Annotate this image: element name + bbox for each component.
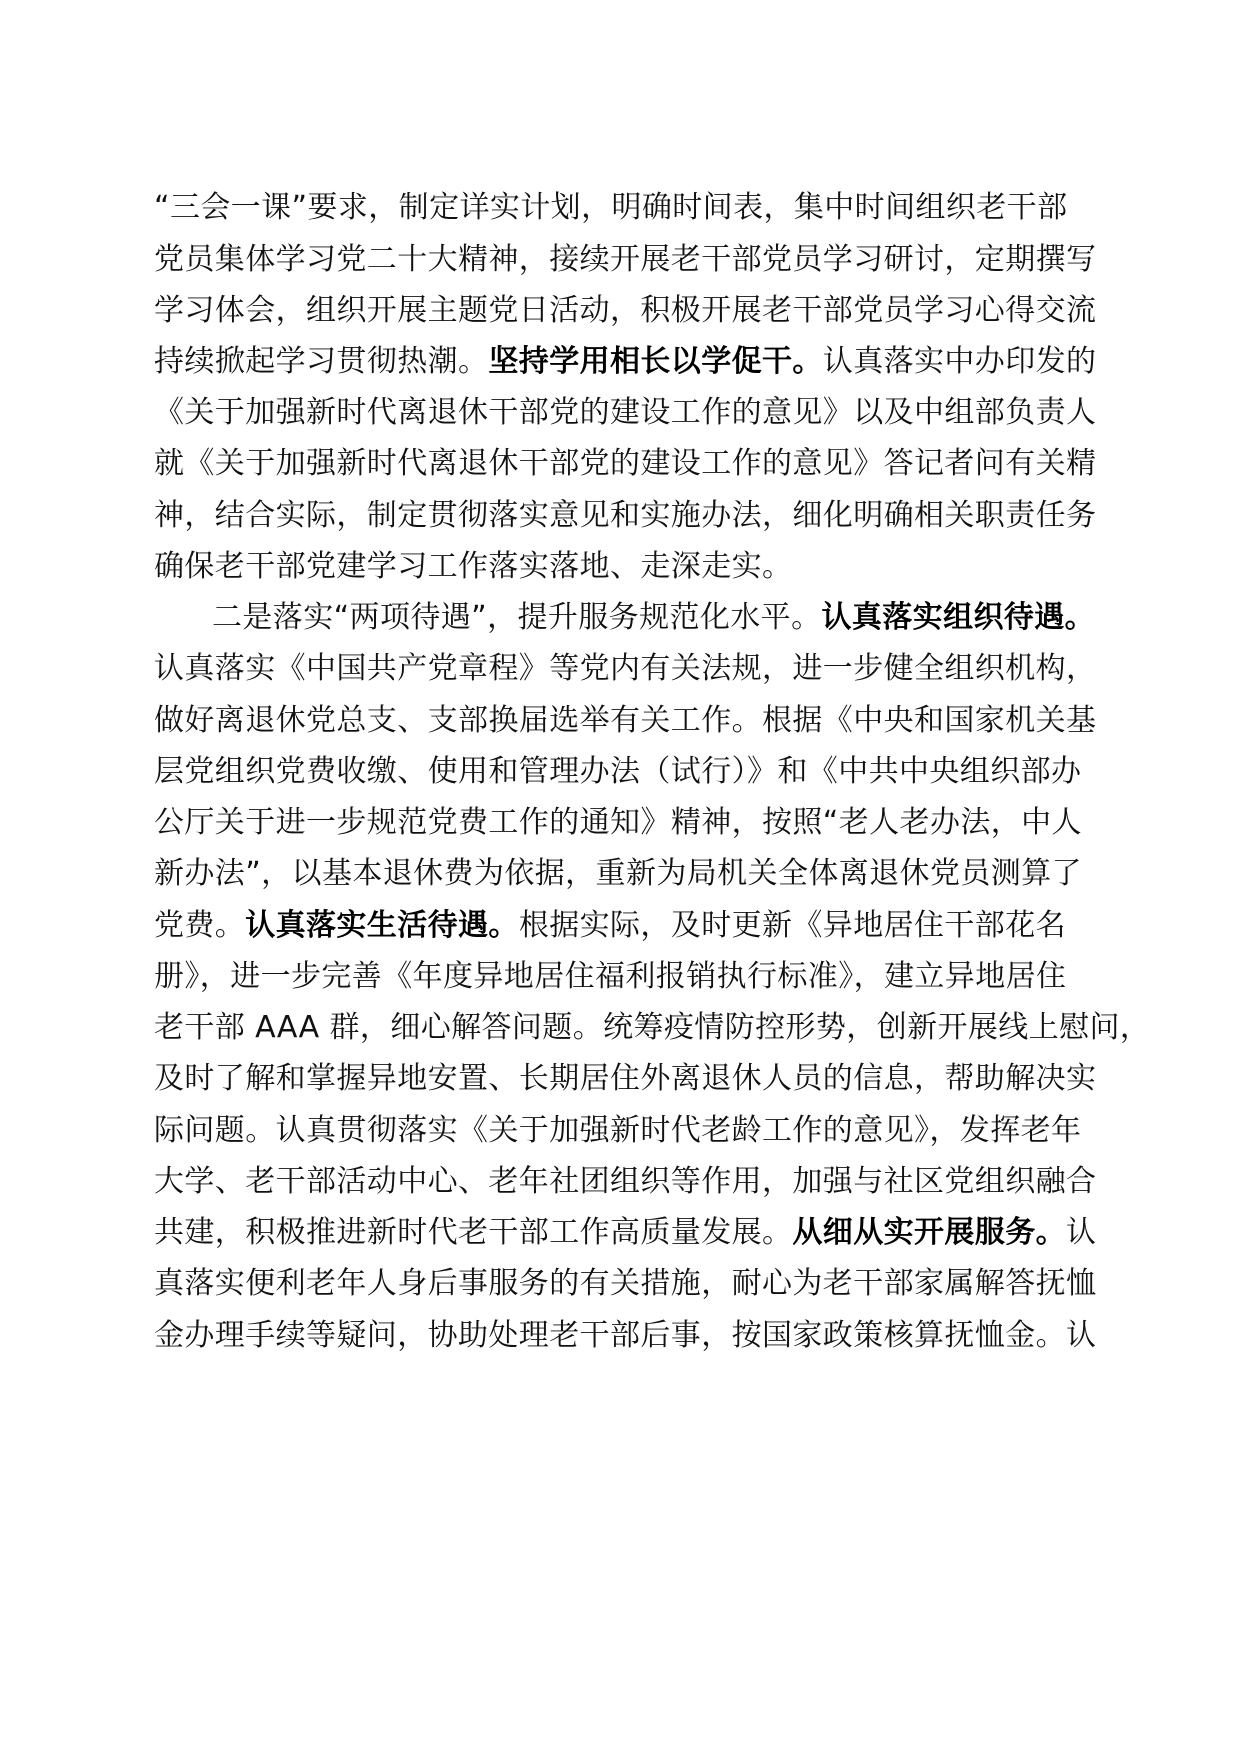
text-line: 大学、老干部活动中心、老年社团组织等作用，加强与社区党组织融合 xyxy=(154,1164,1097,1199)
text-line: 认真落实《中国共产党章程》等党内有关法规，进一步健全组织机构， xyxy=(154,651,1097,686)
text-line: 共建，积极推进新时代老干部工作高质量发展。从细从实开展服务。认 xyxy=(154,1215,1097,1250)
bold-heading: 认真落实组织待遇。 xyxy=(821,600,1096,635)
text-line: 真落实便利老年人身后事服务的有关措施，耐心为老干部家属解答抚恤 xyxy=(154,1266,1097,1301)
bold-heading: 坚持学用相长以学促干。 xyxy=(488,344,823,379)
text-line: 神，结合实际，制定贯彻落实意见和实施办法，细化明确相关职责任务 xyxy=(154,498,1097,533)
text-line: 老干部 AAA 群，细心解答问题。统筹疫情防控形势，创新开展线上慰问， xyxy=(154,1010,1151,1045)
text-line: 就《关于加强新时代离退休干部党的建设工作的意见》答记者问有关精 xyxy=(154,446,1097,481)
text-line: 学习体会，组织开展主题党日活动，积极开展老干部党员学习心得交流 xyxy=(154,293,1097,328)
bold-heading: 认真落实生活待遇。 xyxy=(245,908,519,943)
text-line: 册》，进一步完善《年度异地居住福利报销执行标准》，建立异地居住 xyxy=(154,959,1067,994)
text-line: 二是落实“两项待遇”，提升服务规范化水平。认真落实组织待遇。 xyxy=(212,600,1096,635)
text-line: 确保老干部党建学习工作落实落地、走深走实。 xyxy=(154,549,793,584)
text-line: 做好离退休党总支、支部换届选举有关工作。根据《中央和国家机关基 xyxy=(154,703,1097,738)
text-line: 党费。认真落实生活待遇。根据实际，及时更新《异地居住干部花名 xyxy=(154,908,1067,943)
text-line: 新办法”，以基本退休费为依据，重新为局机关全体离退休党员测算了 xyxy=(154,856,1082,891)
text-line: 层党组织党费收缴、使用和管理办法（试行）》和《中共中央组织部办 xyxy=(154,754,1082,789)
text-line: 金办理手续等疑问，协助处理老干部后事，按国家政策核算抚恤金。认 xyxy=(154,1318,1097,1353)
text-line: 《关于加强新时代离退休干部党的建设工作的意见》以及中组部负责人 xyxy=(154,395,1097,430)
text-line: “三会一课”要求，制定详实计划，明确时间表，集中时间组织老干部 xyxy=(154,190,1068,225)
text-line: 际问题。认真贯彻落实《关于加强新时代老龄工作的意见》，发挥老年 xyxy=(154,1113,1082,1148)
text-line: 持续掀起学习贯彻热潮。坚持学用相长以学促干。认真落实中办印发的 xyxy=(154,344,1097,379)
bold-heading: 从细从实开展服务。 xyxy=(792,1215,1067,1250)
text-line: 及时了解和掌握异地安置、长期居住外离退休人员的信息，帮助解决实 xyxy=(154,1061,1097,1096)
text-line: 党员集体学习党二十大精神，接续开展老干部党员学习研讨，定期撰写 xyxy=(154,242,1097,277)
text-line: 公厅关于进一步规范党费工作的通知》精神，按照“老人老办法，中人 xyxy=(154,805,1082,840)
